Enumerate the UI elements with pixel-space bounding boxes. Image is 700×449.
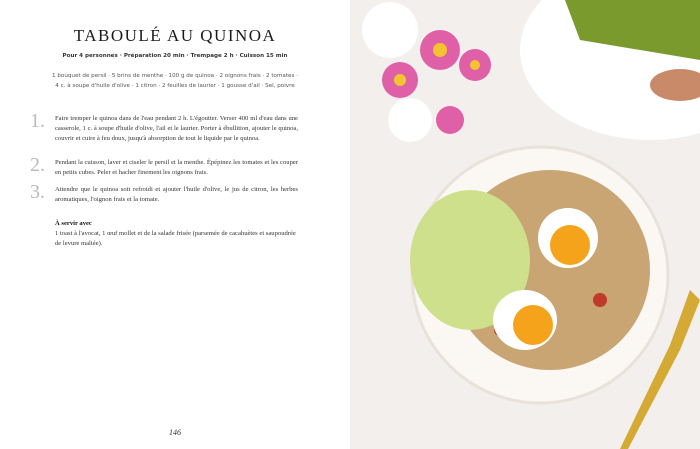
step-number: 3.: [30, 181, 45, 203]
serve-text: 1 toast à l'avocat, 1 œuf mollet et de la salade frisée (parsemée de cacahuètes et saupoudrée de levure maltée).: [55, 229, 296, 247]
step-number: 1.: [30, 110, 45, 132]
step-text: Attendre que le quinoa soit refroidi et ajouter l'huile d'olive, le jus de citron, les herbes aromatiques, l'oignon frais et la tomate.: [55, 186, 298, 203]
serve-title: À servir avec: [55, 220, 92, 227]
photo-illustration: [350, 0, 700, 449]
page-number: 146: [169, 428, 181, 437]
step-text: Pendant la cuisson, laver et ciseler le persil et la menthe. Épépinez les tomates et les couper en petits cubes. Peler et hacher finement les oignons frais.: [55, 159, 298, 176]
recipe-title: TABOULÉ AU QUINOA: [73, 26, 277, 45]
step-number: 2.: [30, 154, 45, 176]
flowers: [362, 2, 491, 142]
food-photo: [350, 0, 700, 449]
ingredients: 1 bouquet de persil · 5 brins de menthe · 100 g de quinoa · 2 oignons frais · 2 tomates · 4 c. à soupe d'huile d'olive · 1 citron · 2 feuilles de laurier · 1 gousse d'ail · Sel, poivre: [52, 73, 298, 89]
step-text: Faire tremper le quinoa dans de l'eau pendant 2 h. L'égoutter. Verser 400 ml d'eau dans une casserole, 1 c. à soupe d'huile d'olive, l'ail et le laurier. Porter à ébullition, ajouter le quinoa, couvrir et cuire à feu doux, jusqu'à absorption de tout le liquide par le quinoa.: [55, 115, 298, 142]
serve-with: [55, 219, 298, 248]
recipe-meta: Pour 4 personnes · Préparation 20 min · Trempage 2 h · Cuisson 15 min: [62, 53, 288, 59]
